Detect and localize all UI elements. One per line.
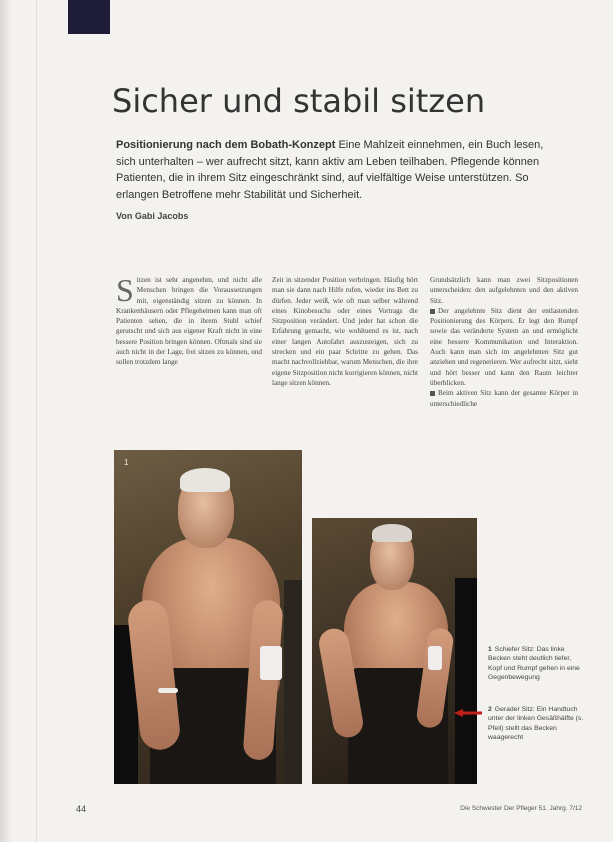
bullet-icon bbox=[430, 309, 435, 314]
col3-paragraph-2: Der angelehnte Sitz dient der entlastenden Positionierung des Körpers. Er legt den Rumpf sowie das veränderte System an und ermöglicht eine bessere Kommunikation und Interaktion. Auch kann man sich im angelehnten Sitz gut anziehen und regenerieren. Wer aufrecht sitzt, sieht und hört besser und kann den Raum leichter überblicken. bbox=[430, 306, 578, 387]
body-column-3 bbox=[430, 275, 578, 409]
body-column-2: Zeit in sitzender Position verbringen. Häufig hört man sie dann nach Hilfe rufen, wieder ins Bett zu dürfen. Jeder weiß, wie oft man selber während eines Kinobesuchs oder eines Vortrags die Sitzposition verändert. Und jeder hat schon die Erfahrung gemacht, wie wohltuend es ist, nach einer langen Autofahrt auszusteigen, sich zu strecken und ein paar Schritte zu gehen. Das macht nachvollziehbar, warum Menschen, die ihre eigene Sitzposition nicht korrigieren können, nicht lange sitzen können. bbox=[272, 276, 418, 387]
article-headline: Sicher und stabil sitzen bbox=[112, 82, 486, 120]
wheelchair-frame bbox=[284, 580, 302, 784]
body-column-1 bbox=[116, 272, 262, 368]
arm-bandage bbox=[428, 646, 442, 670]
col3-paragraph-1: Grundsätzlich kann man zwei Sitzpositionen unterscheiden: den aufgelehnten und den aktiven Sitz. bbox=[430, 276, 578, 305]
byline: Von Gabi Jacobs bbox=[116, 211, 189, 221]
section-color-tab bbox=[68, 0, 110, 34]
patient-hair bbox=[180, 468, 230, 492]
page-number: 44 bbox=[76, 804, 87, 814]
caption-2-number: 2 bbox=[488, 706, 492, 713]
caption-1-number: 1 bbox=[488, 646, 492, 653]
article-lead bbox=[116, 137, 556, 203]
wheelchair-frame bbox=[455, 578, 477, 784]
dropcap: S bbox=[116, 272, 134, 308]
lead-bold-title: Positionierung nach dem Bobath-Konzept bbox=[116, 139, 336, 151]
journal-reference: Die Schwester Der Pfleger 51. Jahrg. 7/12 bbox=[460, 805, 582, 812]
photo-patient-straight-sitting bbox=[312, 518, 477, 784]
lead-text: Eine Mahlzeit einnehmen, ein Buch lesen, sich unterhalten – wer aufrecht sitzt, kann aktiv am Leben teilhaben. Pflegende können Patienten, die in ihrem Sitz eingeschränkt sind, auf vielfältige Weise unterstützen. So erlangen Betroffene mehr Stabilität und Sicherheit. bbox=[116, 139, 544, 201]
patient-hair bbox=[372, 524, 412, 542]
body-column-1-text: itzen ist sehr angenehm, und nicht alle Menschen bringen die Voraussetzungen mit, eigenständig sitzen zu können. In Krankenhäusern oder Pflegeheimen kann man oft Patienten sehen, die in ihrem Stuhl schief gerutscht und sich aus eigener Kraft nicht in eine bessere Position bringen können. Oftmals sind sie auch nicht in der Lage, frei sitzen zu können, und sollen trotzdem lange bbox=[116, 276, 262, 367]
caption-1-text: Schiefer Sitz: Das linke Becken steht deutlich tiefer, Kopf und Rumpf gehen in eine Gegenbewegung bbox=[488, 646, 580, 681]
caption-2 bbox=[488, 705, 584, 742]
wristband bbox=[158, 688, 178, 693]
arrow-shape bbox=[454, 709, 482, 717]
photo-patient-slanted-sitting bbox=[114, 450, 302, 784]
figure-1-number: 1 bbox=[124, 458, 129, 467]
caption-1 bbox=[488, 645, 584, 682]
col3-paragraph-3: Beim aktiven Sitz kann der gesamte Körper in unterschiedliche bbox=[430, 389, 578, 408]
arm-bandage bbox=[260, 646, 282, 680]
red-arrow-icon bbox=[454, 709, 482, 717]
caption-2-text: Gerader Sitz: Ein Handtuch unter der linken Gesäßhälfte (s. Pfeil) stellt das Becken waagerecht bbox=[488, 706, 584, 741]
page-edge bbox=[0, 0, 12, 842]
fold-line bbox=[36, 0, 37, 842]
bullet-icon bbox=[430, 391, 435, 396]
